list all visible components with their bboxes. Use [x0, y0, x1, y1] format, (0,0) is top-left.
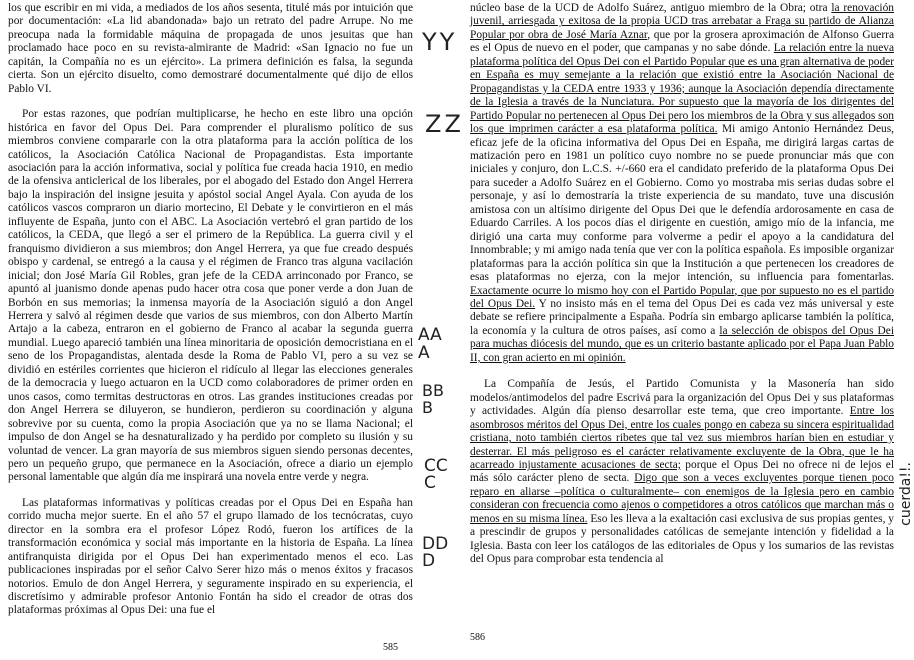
underlined-passage: la selección de obispos del Opus Dei para muchas diócesis del mundo, que es un criterio bastante aplicado por el Papa Juan Pablo II, con gran acierto en mi opinión. — [470, 324, 894, 364]
margin-note-side: cuerda!!. — [898, 462, 914, 526]
right-paragraph-1 — [470, 2, 894, 365]
text-run: Las plataformas informativas y políticas creadas por el Opus Dei en España han corrido mucha mejor suerte. En el año 57 el grupo llamado de los tecnócratas, cuyo director en la sombra era el profesor López Rodó, fueron los artífices de la transformación económica y social más importante en la historia de España. La línea antifranquista dirigida por el Opus Dei han experimentado menos el eco. Las publicaciones inspiradas por el señor Calvo Serer hizo más o menos éxitos y fracasos notorios. Emulo de don Angel Herrera, y seguramente inspirado en su experiencia, el discretísimo y admirable profesor Antonio Fontán ha sido el creador de otras dos plataformas próximas al Opus Dei: una fue el — [8, 496, 413, 617]
text-run: , que por la grosera aproximación de Alfonso Guerra es el Opus de nuevo en el poder, que campanas y no sabe dónde. — [470, 28, 895, 55]
left-paragraph-2 — [8, 108, 413, 485]
underlined-passage: Exactamente ocurre lo mismo hoy con el Partido Popular, que por supuesto no es el partido del Opus Dei. — [470, 284, 894, 310]
text-run: los que escribir en mi vida, a mediados de los años sesenta, titulé más por intuición que por documentación: «La lid abandonada» bajo un retrato del padre Arrupe. No me preocupa nada la formidable máquina de propagada de unos jesuitas que han proclamado hace poco en su revista-almirante de Madrid: «San Ignacio no fue un capitán, la Compañía no es un ejército». La primera definición es falsa, la segunda cierta. Son un ejército disuelto, como demostraré documentalmente qué dijo de ellos Pablo VI. — [8, 2, 413, 95]
right-paragraph-2 — [470, 378, 894, 566]
underlined-passage: la renovación juvenil, arriesgada y exitosa de la propia UCD tras arrebatar a Fraga su partido de Alianza Popular por obra de José María Aznar — [470, 2, 894, 41]
left-paragraph-1 — [8, 2, 413, 96]
underlined-passage: Digo que son a veces excluyentes porque tienen poco reparo en aliarse –política o culturalmente– con enemigos de la Iglesia pero en cambio consideran con frecuencia como ajenos o competidores a otros católicos que marchan más o menos en su misma línea. — [470, 472, 894, 525]
margin-note-zz: ZZ — [425, 110, 464, 138]
margin-note-yy: YY — [422, 28, 458, 56]
text-run: La Compañía de Jesús, el Partido Comunista y la Masonería han sido modelos/antimodelos del padre Escrivá para la organización del Opus Dei y sus plataformas y actividades. Algún día pienso desarrollar este tema, que creo importante. — [470, 378, 894, 418]
left-page — [8, 0, 413, 618]
margin-note-aa: AA A — [418, 325, 442, 363]
text-run: porque el Opus Dei no ofrece ni de lejos el más sólo carácter pleno de secta. — [470, 458, 894, 485]
underlined-passage: Entre los asombrosos méritos del Opus Dei, entre los cuales pongo en cabeza su sincera espiritualidad cristiana, noto también ciertos ribetes que tal vez sus miembros harían bien en estudiar y desterrar. El más peligroso es el carácter relativamente excluyente de la Obra, que le ha acarreado injustamente acusaciones de secta; — [470, 405, 894, 471]
text-run: Por estas razones, que podrían multiplicarse, he hecho en este libro una opción histórica en favor del Opus Dei. Para comprender el pluralismo político de sus miembros conviene compararle con la otra plataforma para la acción política de los católicos, la Asociación Católica Nacional de Propagandistas. Esta importante asociación para la acción informativa, social y política fue creada hacia 1910, en medio de la ofensiva anticlerical de los liberales, por el abogado del Estado don Angel Herrera bajo la inspiración del insigne jesuita y apóstol social Angel Ayala. Con ayuda de los católicos vascos compraron un diario mortecino, El Debate y le convirtieron en el más influyente de España, junto con el ABC. La Asociación vertebró el gran partido de los católicos, la CEDA, que llegó a ser el primero de la República. La guerra civil y el franquismo dividieron a sus miembros; don Angel Herrera, ya que fue creado después obispo y cardenal, se entregó a la causa y el régimen de Franco tras alguna vacilación inicial; don José María Gil Robles, gran jefe de la CEDA arrinconado por Franco, se apuntó al juanismo donde apenas pudo hacer otra cosa que poner verde a don Juan de Borbón en sus memorias; la inmensa mayoría de la Asociación siguió a don Angel Herrera y salvó al régimen desde que varios de sus miembros, con don Alberto Martín Artajo a la cabeza, entraron en el gobierno de Franco al acabar la segunda guerra mundial. Luego apareció también una línea minoritaria de oposición democristiana en el seno de los Propagandistas, alentada desde la Roma de Pablo VI, pero a su vez se dividió en estériles corrientes que hicieron el ridículo al llegar las elecciones generales de la democracia y luego actuaron en la UCD como colaboradores de primer orden en unos casos, como termitas destructoras en otros. Las grandes instituciones creadas por don Angel Herrera se diluyeron, se hundieron, perdieron su coordinación y alguna sobrevive por su cuenta, como la propia Asociación que ya no se llama Nacional; el impulso de don Angel se ha desnaturalizado y ha perdido por completo su ilusión y su voluntad de vencer. La gran mayoría de sus miembros siguen siendo personas decentes, pero un pequeño grupo, que permanece en la Asociación, ofrece a diario un ejemplo personal lamentable que algún día me inspirará una novela entre verde y negra. — [8, 108, 413, 484]
underlined-passage: La relación entre la nueva plataforma política del Opus Dei con el Partido Popular que es una gran alternativa de poder en España es muy semejante a la relación que existió entre la Asociación Nacional de Propagandistas y la CEDA entre 1933 y 1936; aunque la Asociación dependía directamente de la Iglesia a través de la Nunciatura. Por supuesto que la mayoría de los dirigentes del Partido Popular no pertenecen al Opus Dei pero los miembros de la Obra y sus allegados son los que imprimen carácter a esa plataforma política. — [470, 42, 894, 136]
left-page-number: 585 — [383, 642, 398, 653]
left-paragraph-3 — [8, 497, 413, 618]
text-run: Y no insisto más en el tema del Opus Dei es cada vez más universal y este debate se refiere principalmente a España. Podría sin embargo aplicarse también la política, la economía y la cultura de otros países, así como a — [470, 297, 894, 337]
text-run: núcleo base de la UCD de Adolfo Suárez, antiguo miembro de la Obra; otra — [470, 2, 832, 14]
margin-note-dd: DD D — [422, 534, 449, 571]
text-run: Mi amigo Antonio Hernández Deus, eficaz jefe de la oficina informativa del Opus Dei en España, me dirigirá largas cartas de matización pero en 1981 un político cuyo nombre no se puede pronunciar más que con iniciales y conjuro, don L.C.S. +/-660 era el candidato preferido de la plataforma Opus Dei para suceder a Adolfo Suárez en el Gobierno. Como yo mostraba mis serias dudas sobre el personaje, y así lo demostraría la triste experiencia de su mandato, tuve una discusión amistosa con un altísimo dirigente del Opus Dei que le defendía ardorosamente en casa de Eduardo Carriles. A los pocos días el dirigente en cuestión, amigo mío de la infancia, me dirigió una carta muy conforme para volverme a pedir el apoyo a la candidatura del Innombrable; y mi amigo nada tenía que ver con la política española. Es imposible organizar plataformas para la acción política sin que la Institución a que pertenecen los creadores de esas plataformas no ejerza, con la mejor intención, su influencia para fomentarlas. — [470, 123, 894, 284]
text-run: Eso les lleva a la exaltación casi exclusiva de sus propias gentes, y a prescindir de grupos y personalidades católicas de semejante intención y fidelidad a la Iglesia. Basta con leer los catálogos de las editoriales de Opus y los sumarios de las revistas del Opus para comprobar esta tendencia al — [470, 512, 894, 566]
right-page — [470, 0, 894, 567]
right-page-number: 586 — [470, 632, 485, 643]
margin-note-cc: CC C — [424, 456, 448, 493]
margin-note-bb: BB B — [422, 381, 444, 417]
